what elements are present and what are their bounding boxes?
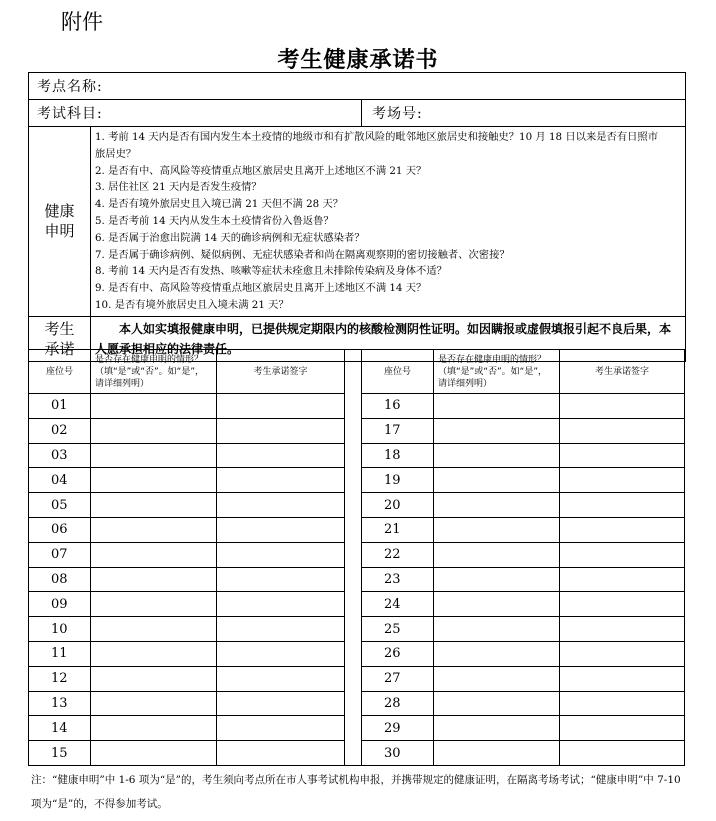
- health-answer-cell[interactable]: [434, 493, 560, 518]
- seat-row: [362, 716, 685, 741]
- seat-row: [362, 517, 685, 542]
- seat-number: 11: [29, 641, 91, 666]
- seat-row: [362, 666, 685, 691]
- seat-number: 17: [362, 418, 434, 443]
- seat-number: 28: [362, 691, 434, 716]
- health-answer-cell[interactable]: [434, 741, 560, 766]
- signature-cell[interactable]: [217, 468, 345, 493]
- signature-cell[interactable]: [560, 691, 685, 716]
- exam-site-field[interactable]: [29, 73, 686, 100]
- health-answer-cell[interactable]: [91, 567, 217, 592]
- seat-row: [362, 542, 685, 567]
- seat-row: [29, 394, 345, 419]
- health-answer-cell[interactable]: [91, 716, 217, 741]
- seat-row: [29, 691, 345, 716]
- seat-number: 20: [362, 493, 434, 518]
- signature-cell[interactable]: [217, 517, 345, 542]
- seat-number: 13: [29, 691, 91, 716]
- seat-table-left: [28, 349, 345, 766]
- seat-row: [29, 741, 345, 766]
- exam-room-field[interactable]: [362, 100, 686, 127]
- seat-row: [362, 493, 685, 518]
- seat-number: 01: [29, 394, 91, 419]
- health-answer-cell[interactable]: [91, 468, 217, 493]
- signature-cell[interactable]: [217, 394, 345, 419]
- health-item: 6. 是否属于治愈出院满 14 天的确诊病例和无症状感染者？: [95, 231, 365, 244]
- health-answer-cell[interactable]: [91, 666, 217, 691]
- signature-cell[interactable]: [217, 418, 345, 443]
- seat-grid: [28, 349, 685, 766]
- seat-row: [29, 443, 345, 468]
- seat-row: [362, 641, 685, 666]
- health-answer-cell[interactable]: [434, 394, 560, 419]
- header-form: [28, 72, 685, 362]
- health-item: 3. 居住社区 21 天内是否发生疫情？: [95, 181, 262, 194]
- signature-cell[interactable]: [560, 517, 685, 542]
- seat-row: [29, 567, 345, 592]
- health-declaration-list: [91, 127, 686, 317]
- health-answer-cell[interactable]: [434, 567, 560, 592]
- health-item: 5. 是否考前 14 天内从发生本土疫情省份入鲁返鲁？: [95, 214, 334, 227]
- seat-number: 07: [29, 542, 91, 567]
- seat-number: 18: [362, 443, 434, 468]
- health-answer-cell[interactable]: [434, 716, 560, 741]
- exam-room-label: 考场号:: [372, 106, 423, 122]
- signature-cell[interactable]: [217, 493, 345, 518]
- signature-cell[interactable]: [560, 666, 685, 691]
- seat-number: 25: [362, 617, 434, 642]
- seat-number: 15: [29, 741, 91, 766]
- col-header-seat: 座位号: [362, 350, 434, 394]
- seat-row: [362, 443, 685, 468]
- seat-row: [29, 468, 345, 493]
- seat-row: [29, 641, 345, 666]
- grid-divider: [345, 349, 361, 766]
- seat-row: [29, 493, 345, 518]
- signature-cell[interactable]: [217, 716, 345, 741]
- seat-row: [362, 394, 685, 419]
- exam-subject-label: 考试科目:: [37, 106, 103, 122]
- signature-cell[interactable]: [217, 542, 345, 567]
- col-header-health: 是否存在健康申明的情形？（填“是”或“否”。如“是”，请详细列明）: [91, 350, 217, 394]
- signature-cell[interactable]: [217, 641, 345, 666]
- signature-cell[interactable]: [560, 592, 685, 617]
- signature-cell[interactable]: [217, 592, 345, 617]
- health-answer-cell[interactable]: [91, 443, 217, 468]
- seat-row: [29, 666, 345, 691]
- seat-row: [362, 567, 685, 592]
- health-answer-cell[interactable]: [434, 542, 560, 567]
- seat-row: [362, 418, 685, 443]
- seat-row: [362, 617, 685, 642]
- health-item: 4. 是否有境外旅居史且入境已满 21 天但不满 28 天？: [95, 198, 344, 211]
- seat-number: 22: [362, 542, 434, 567]
- health-answer-cell[interactable]: [91, 542, 217, 567]
- health-answer-cell[interactable]: [434, 592, 560, 617]
- seat-row: [29, 592, 345, 617]
- health-answer-cell[interactable]: [434, 443, 560, 468]
- exam-site-label: 考点名称:: [37, 79, 103, 95]
- health-answer-cell[interactable]: [434, 517, 560, 542]
- col-header-sign: 考生承诺签字: [217, 350, 345, 394]
- seat-number: 08: [29, 567, 91, 592]
- seat-number: 24: [362, 592, 434, 617]
- signature-cell[interactable]: [217, 666, 345, 691]
- health-answer-cell[interactable]: [91, 517, 217, 542]
- seat-number: 09: [29, 592, 91, 617]
- seat-row: [29, 617, 345, 642]
- signature-cell[interactable]: [560, 716, 685, 741]
- pledge-text: 本人如实填报健康申明，已提供规定期限内的核酸检测阴性证明。如因瞒报或虚假填报引起不良后果，本人愿承担相应的法律责任。: [91, 316, 686, 361]
- health-item: 7. 是否属于确诊病例、疑似病例、无症状感染者和尚在隔离观察期的密切接触者、次密接？: [95, 248, 510, 261]
- health-answer-cell[interactable]: [91, 418, 217, 443]
- seat-number: 03: [29, 443, 91, 468]
- exam-subject-field[interactable]: [29, 100, 362, 127]
- signature-cell[interactable]: [560, 443, 685, 468]
- seat-number: 26: [362, 641, 434, 666]
- health-answer-cell[interactable]: [91, 617, 217, 642]
- seat-number: 06: [29, 517, 91, 542]
- health-answer-cell[interactable]: [91, 493, 217, 518]
- signature-cell[interactable]: [560, 542, 685, 567]
- seat-row: [29, 542, 345, 567]
- col-header-health: 是否存在健康申明的情形？（填“是”或“否”。如“是”，请详细列明）: [434, 350, 560, 394]
- signature-cell[interactable]: [560, 617, 685, 642]
- signature-cell[interactable]: [560, 741, 685, 766]
- health-item: 9. 是否有中、高风险等疫情重点地区旅居史且离开上述地区不满 14 天？: [95, 282, 427, 295]
- health-answer-cell[interactable]: [91, 394, 217, 419]
- health-answer-cell[interactable]: [434, 641, 560, 666]
- signature-cell[interactable]: [560, 641, 685, 666]
- health-answer-cell[interactable]: [91, 592, 217, 617]
- health-declaration-heading: 健康 申明: [29, 127, 91, 317]
- signature-cell[interactable]: [560, 468, 685, 493]
- health-answer-cell[interactable]: [91, 691, 217, 716]
- signature-cell[interactable]: [560, 567, 685, 592]
- attachment-label: 附件: [61, 10, 103, 34]
- seat-row: [29, 716, 345, 741]
- health-answer-cell[interactable]: [434, 666, 560, 691]
- pledge-heading: 考生 承诺: [29, 316, 91, 361]
- seat-number: 21: [362, 517, 434, 542]
- seat-row: [362, 691, 685, 716]
- seat-number: 19: [362, 468, 434, 493]
- seat-row: [29, 418, 345, 443]
- health-item: 8. 考前 14 天内是否有发热、咳嗽等症状未痊愈且未排除传染病及身体不适？: [95, 265, 447, 278]
- seat-number: 10: [29, 617, 91, 642]
- health-answer-cell[interactable]: [434, 617, 560, 642]
- seat-number: 05: [29, 493, 91, 518]
- health-answer-cell[interactable]: [434, 691, 560, 716]
- seat-number: 30: [362, 741, 434, 766]
- seat-number: 12: [29, 666, 91, 691]
- seat-number: 16: [362, 394, 434, 419]
- signature-cell[interactable]: [560, 493, 685, 518]
- seat-number: 29: [362, 716, 434, 741]
- seat-number: 27: [362, 666, 434, 691]
- health-answer-cell[interactable]: [91, 641, 217, 666]
- signature-cell[interactable]: [217, 617, 345, 642]
- health-answer-cell[interactable]: [91, 741, 217, 766]
- signature-cell[interactable]: [560, 418, 685, 443]
- footnote: 注：“健康申明”中 1-6 项为“是”的，考生须向考点所在市人事考试机构申报，并携带规定的健康证明，在隔离考场考试；“健康申明”中 7-10 项为“是”的，不得参加考试。: [31, 774, 681, 810]
- page-title: 考生健康承诺书: [277, 47, 439, 73]
- health-answer-cell[interactable]: [434, 468, 560, 493]
- seat-number: 04: [29, 468, 91, 493]
- signature-cell[interactable]: [217, 741, 345, 766]
- health-item: 1. 考前 14 天内是否有国内发生本土疫情的地级市和有扩散风险的毗邻地区旅居史和接触史？10 月 18 日以来是否有日照市: [95, 131, 659, 143]
- signature-cell[interactable]: [217, 443, 345, 468]
- seat-number: 02: [29, 418, 91, 443]
- signature-cell[interactable]: [217, 691, 345, 716]
- signature-cell[interactable]: [560, 394, 685, 419]
- health-item: 旅居史？: [95, 147, 137, 160]
- seat-row: [362, 741, 685, 766]
- health-answer-cell[interactable]: [434, 418, 560, 443]
- seat-row: [362, 592, 685, 617]
- seat-row: [29, 517, 345, 542]
- seat-number: 23: [362, 567, 434, 592]
- col-header-sign: 考生承诺签字: [560, 350, 685, 394]
- health-item: 2. 是否有中、高风险等疫情重点地区旅居史且离开上述地区不满 21 天？: [95, 164, 427, 177]
- seat-number: 14: [29, 716, 91, 741]
- seat-table-right: [361, 349, 685, 766]
- col-header-seat: 座位号: [29, 350, 91, 394]
- seat-row: [362, 468, 685, 493]
- signature-cell[interactable]: [217, 567, 345, 592]
- health-item: 10. 是否有境外旅居史且入境未满 21 天？: [95, 298, 289, 311]
